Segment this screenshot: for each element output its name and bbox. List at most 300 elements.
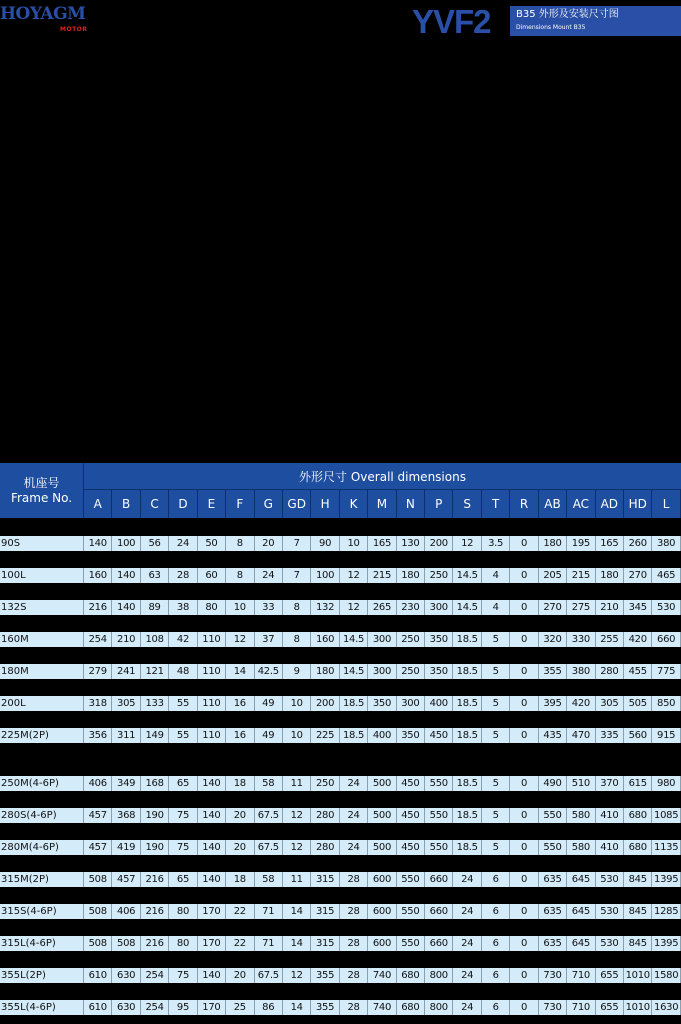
value-cell: 38 bbox=[169, 600, 197, 615]
value-cell: 550 bbox=[397, 936, 425, 951]
value-cell: 305 bbox=[112, 696, 140, 711]
value-cell: 180 bbox=[596, 568, 624, 583]
table-row bbox=[0, 968, 681, 983]
value-cell: 8 bbox=[283, 632, 311, 647]
value-cell: 420 bbox=[624, 632, 652, 647]
frame-cell: 200L bbox=[0, 696, 84, 711]
value-cell: 24 bbox=[169, 536, 197, 551]
value-cell: 630 bbox=[112, 968, 140, 983]
column-header: E bbox=[198, 490, 226, 518]
value-cell: 100 bbox=[112, 536, 140, 551]
value-cell: 140 bbox=[84, 536, 112, 551]
value-cell: 12 bbox=[453, 536, 481, 551]
value-cell: 0 bbox=[510, 696, 538, 711]
frame-cell: 132S bbox=[0, 600, 84, 615]
value-cell: 12 bbox=[340, 600, 368, 615]
value-cell: 710 bbox=[567, 968, 595, 983]
value-cell: 14.5 bbox=[453, 568, 481, 583]
column-header: F bbox=[226, 490, 254, 518]
value-cell: 3.5 bbox=[482, 536, 510, 551]
value-cell: 610 bbox=[84, 968, 112, 983]
value-cell: 400 bbox=[368, 728, 396, 743]
value-cell: 400 bbox=[425, 696, 453, 711]
value-cell: 95 bbox=[169, 1000, 197, 1015]
value-cell: 190 bbox=[141, 808, 169, 823]
value-cell: 0 bbox=[510, 968, 538, 983]
value-cell: 660 bbox=[425, 936, 453, 951]
value-cell: 350 bbox=[368, 696, 396, 711]
value-cell: 280 bbox=[311, 840, 339, 855]
value-cell: 215 bbox=[368, 568, 396, 583]
value-cell: 132 bbox=[311, 600, 339, 615]
value-cell: 457 bbox=[84, 808, 112, 823]
value-cell: 630 bbox=[112, 1000, 140, 1015]
value-cell: 730 bbox=[539, 968, 567, 983]
column-header: T bbox=[482, 490, 510, 518]
value-cell: 48 bbox=[169, 664, 197, 679]
value-cell: 67.5 bbox=[255, 808, 283, 823]
value-cell: 680 bbox=[397, 968, 425, 983]
value-cell: 10 bbox=[340, 536, 368, 551]
value-cell: 419 bbox=[112, 840, 140, 855]
value-cell: 279 bbox=[84, 664, 112, 679]
value-cell: 49 bbox=[255, 728, 283, 743]
value-cell: 8 bbox=[226, 568, 254, 583]
value-cell: 58 bbox=[255, 776, 283, 791]
value-cell: 1085 bbox=[652, 808, 680, 823]
value-cell: 530 bbox=[596, 936, 624, 951]
value-cell: 24 bbox=[340, 840, 368, 855]
value-cell: 300 bbox=[368, 664, 396, 679]
value-cell: 915 bbox=[652, 728, 680, 743]
value-cell: 406 bbox=[84, 776, 112, 791]
frame-cell: 355L(2P) bbox=[0, 968, 84, 983]
table-row bbox=[0, 840, 681, 855]
value-cell: 254 bbox=[84, 632, 112, 647]
value-cell: 265 bbox=[368, 600, 396, 615]
value-cell: 216 bbox=[141, 872, 169, 887]
value-cell: 5 bbox=[482, 776, 510, 791]
column-header: M bbox=[368, 490, 396, 518]
value-cell: 315 bbox=[311, 872, 339, 887]
value-cell: 12 bbox=[283, 808, 311, 823]
column-header: R bbox=[510, 490, 538, 518]
value-cell: 180 bbox=[397, 568, 425, 583]
table-row bbox=[0, 568, 681, 583]
value-cell: 0 bbox=[510, 808, 538, 823]
value-cell: 20 bbox=[255, 536, 283, 551]
value-cell: 24 bbox=[255, 568, 283, 583]
frame-cell: 225M(2P) bbox=[0, 728, 84, 743]
value-cell: 315 bbox=[311, 904, 339, 919]
value-cell: 80 bbox=[198, 600, 226, 615]
value-cell: 250 bbox=[397, 664, 425, 679]
value-cell: 5 bbox=[482, 808, 510, 823]
value-cell: 22 bbox=[226, 904, 254, 919]
value-cell: 775 bbox=[652, 664, 680, 679]
value-cell: 450 bbox=[397, 840, 425, 855]
value-cell: 170 bbox=[198, 1000, 226, 1015]
table-row bbox=[0, 808, 681, 823]
value-cell: 18.5 bbox=[453, 808, 481, 823]
value-cell: 56 bbox=[141, 536, 169, 551]
frame-cell: 90S bbox=[0, 536, 84, 551]
value-cell: 1395 bbox=[652, 936, 680, 951]
value-cell: 318 bbox=[84, 696, 112, 711]
value-cell: 28 bbox=[340, 872, 368, 887]
value-cell: 110 bbox=[198, 728, 226, 743]
value-cell: 1395 bbox=[652, 872, 680, 887]
value-cell: 660 bbox=[425, 872, 453, 887]
value-cell: 55 bbox=[169, 696, 197, 711]
value-cell: 216 bbox=[84, 600, 112, 615]
value-cell: 350 bbox=[397, 728, 425, 743]
table-row bbox=[0, 1000, 681, 1015]
value-cell: 560 bbox=[624, 728, 652, 743]
value-cell: 140 bbox=[198, 808, 226, 823]
value-cell: 7 bbox=[283, 536, 311, 551]
value-cell: 356 bbox=[84, 728, 112, 743]
value-cell: 24 bbox=[453, 1000, 481, 1015]
value-cell: 75 bbox=[169, 808, 197, 823]
value-cell: 380 bbox=[652, 536, 680, 551]
value-cell: 600 bbox=[368, 872, 396, 887]
value-cell: 14 bbox=[283, 1000, 311, 1015]
value-cell: 1135 bbox=[652, 840, 680, 855]
value-cell: 6 bbox=[482, 1000, 510, 1015]
value-cell: 180 bbox=[311, 664, 339, 679]
table-row bbox=[0, 600, 681, 615]
value-cell: 14 bbox=[226, 664, 254, 679]
value-cell: 580 bbox=[567, 840, 595, 855]
value-cell: 660 bbox=[652, 632, 680, 647]
value-cell: 121 bbox=[141, 664, 169, 679]
column-header: AB bbox=[539, 490, 567, 518]
value-cell: 140 bbox=[198, 872, 226, 887]
value-cell: 18 bbox=[226, 776, 254, 791]
page-title-en: Dimensions Mount B35 bbox=[516, 24, 586, 31]
frame-cell: 280M(4-6P) bbox=[0, 840, 84, 855]
value-cell: 680 bbox=[624, 840, 652, 855]
value-cell: 600 bbox=[368, 904, 396, 919]
column-headers bbox=[84, 490, 681, 518]
value-cell: 355 bbox=[311, 1000, 339, 1015]
value-cell: 18.5 bbox=[453, 696, 481, 711]
value-cell: 500 bbox=[368, 808, 396, 823]
model-title: YVF2 bbox=[412, 3, 491, 40]
value-cell: 300 bbox=[397, 696, 425, 711]
value-cell: 110 bbox=[198, 696, 226, 711]
column-header: A bbox=[84, 490, 112, 518]
value-cell: 42 bbox=[169, 632, 197, 647]
value-cell: 18.5 bbox=[340, 728, 368, 743]
value-cell: 80 bbox=[169, 936, 197, 951]
value-cell: 6 bbox=[482, 904, 510, 919]
value-cell: 58 bbox=[255, 872, 283, 887]
frame-cell: 100L bbox=[0, 568, 84, 583]
value-cell: 25 bbox=[226, 1000, 254, 1015]
value-cell: 254 bbox=[141, 968, 169, 983]
value-cell: 255 bbox=[596, 632, 624, 647]
value-cell: 320 bbox=[539, 632, 567, 647]
value-cell: 550 bbox=[425, 776, 453, 791]
value-cell: 530 bbox=[652, 600, 680, 615]
value-cell: 368 bbox=[112, 808, 140, 823]
value-cell: 0 bbox=[510, 840, 538, 855]
value-cell: 20 bbox=[226, 840, 254, 855]
value-cell: 0 bbox=[510, 632, 538, 647]
value-cell: 0 bbox=[510, 936, 538, 951]
column-header: HD bbox=[624, 490, 652, 518]
frame-cell: 315S(4-6P) bbox=[0, 904, 84, 919]
value-cell: 241 bbox=[112, 664, 140, 679]
brand-logo bbox=[0, 4, 100, 33]
value-cell: 168 bbox=[141, 776, 169, 791]
value-cell: 550 bbox=[539, 808, 567, 823]
value-cell: 850 bbox=[652, 696, 680, 711]
value-cell: 90 bbox=[311, 536, 339, 551]
table-row bbox=[0, 776, 681, 791]
frame-cell: 280S(4-6P) bbox=[0, 808, 84, 823]
value-cell: 1010 bbox=[624, 968, 652, 983]
value-cell: 710 bbox=[567, 1000, 595, 1015]
value-cell: 450 bbox=[397, 776, 425, 791]
value-cell: 225 bbox=[311, 728, 339, 743]
value-cell: 600 bbox=[368, 936, 396, 951]
value-cell: 530 bbox=[596, 872, 624, 887]
value-cell: 24 bbox=[340, 808, 368, 823]
value-cell: 410 bbox=[596, 808, 624, 823]
value-cell: 28 bbox=[169, 568, 197, 583]
column-header: GD bbox=[283, 490, 311, 518]
value-cell: 33 bbox=[255, 600, 283, 615]
column-header: C bbox=[141, 490, 169, 518]
value-cell: 190 bbox=[141, 840, 169, 855]
table-row bbox=[0, 696, 681, 711]
table-row bbox=[0, 872, 681, 887]
value-cell: 22 bbox=[226, 936, 254, 951]
value-cell: 315 bbox=[311, 936, 339, 951]
value-cell: 370 bbox=[596, 776, 624, 791]
value-cell: 28 bbox=[340, 904, 368, 919]
value-cell: 470 bbox=[567, 728, 595, 743]
value-cell: 740 bbox=[368, 968, 396, 983]
value-cell: 355 bbox=[539, 664, 567, 679]
value-cell: 12 bbox=[226, 632, 254, 647]
value-cell: 8 bbox=[283, 600, 311, 615]
value-cell: 216 bbox=[141, 904, 169, 919]
value-cell: 615 bbox=[624, 776, 652, 791]
value-cell: 6 bbox=[482, 936, 510, 951]
value-cell: 14 bbox=[283, 904, 311, 919]
column-header: H bbox=[311, 490, 339, 518]
value-cell: 195 bbox=[567, 536, 595, 551]
value-cell: 1010 bbox=[624, 1000, 652, 1015]
value-cell: 5 bbox=[482, 728, 510, 743]
value-cell: 200 bbox=[425, 536, 453, 551]
value-cell: 67.5 bbox=[255, 840, 283, 855]
value-cell: 550 bbox=[425, 840, 453, 855]
value-cell: 130 bbox=[397, 536, 425, 551]
value-cell: 508 bbox=[84, 936, 112, 951]
value-cell: 28 bbox=[340, 968, 368, 983]
value-cell: 275 bbox=[567, 600, 595, 615]
value-cell: 635 bbox=[539, 872, 567, 887]
value-cell: 345 bbox=[624, 600, 652, 615]
value-cell: 210 bbox=[112, 632, 140, 647]
value-cell: 18.5 bbox=[340, 696, 368, 711]
frame-no-header-en: Frame No. bbox=[10, 490, 73, 505]
value-cell: 11 bbox=[283, 872, 311, 887]
value-cell: 10 bbox=[226, 600, 254, 615]
value-cell: 635 bbox=[539, 904, 567, 919]
value-cell: 350 bbox=[425, 664, 453, 679]
value-cell: 0 bbox=[510, 600, 538, 615]
value-cell: 165 bbox=[368, 536, 396, 551]
value-cell: 660 bbox=[425, 904, 453, 919]
value-cell: 1630 bbox=[652, 1000, 680, 1015]
value-cell: 550 bbox=[425, 808, 453, 823]
value-cell: 216 bbox=[141, 936, 169, 951]
value-cell: 28 bbox=[340, 936, 368, 951]
value-cell: 18.5 bbox=[453, 840, 481, 855]
value-cell: 730 bbox=[539, 1000, 567, 1015]
value-cell: 63 bbox=[141, 568, 169, 583]
column-header: K bbox=[340, 490, 368, 518]
frame-cell: 160M bbox=[0, 632, 84, 647]
value-cell: 37 bbox=[255, 632, 283, 647]
value-cell: 170 bbox=[198, 904, 226, 919]
value-cell: 457 bbox=[112, 872, 140, 887]
value-cell: 24 bbox=[340, 776, 368, 791]
value-cell: 20 bbox=[226, 808, 254, 823]
value-cell: 580 bbox=[567, 808, 595, 823]
column-header: P bbox=[425, 490, 453, 518]
value-cell: 740 bbox=[368, 1000, 396, 1015]
value-cell: 100 bbox=[311, 568, 339, 583]
value-cell: 49 bbox=[255, 696, 283, 711]
value-cell: 10 bbox=[283, 696, 311, 711]
value-cell: 510 bbox=[567, 776, 595, 791]
value-cell: 250 bbox=[397, 632, 425, 647]
value-cell: 645 bbox=[567, 904, 595, 919]
frame-no-header bbox=[0, 463, 84, 518]
value-cell: 12 bbox=[283, 840, 311, 855]
value-cell: 1285 bbox=[652, 904, 680, 919]
value-cell: 140 bbox=[112, 600, 140, 615]
value-cell: 5 bbox=[482, 696, 510, 711]
value-cell: 210 bbox=[596, 600, 624, 615]
value-cell: 0 bbox=[510, 872, 538, 887]
value-cell: 300 bbox=[368, 632, 396, 647]
frame-cell: 315L(4-6P) bbox=[0, 936, 84, 951]
value-cell: 14.5 bbox=[340, 632, 368, 647]
table-row bbox=[0, 728, 681, 743]
value-cell: 215 bbox=[567, 568, 595, 583]
column-header: S bbox=[453, 490, 481, 518]
value-cell: 335 bbox=[596, 728, 624, 743]
frame-cell: 315M(2P) bbox=[0, 872, 84, 887]
value-cell: 505 bbox=[624, 696, 652, 711]
page-title-box bbox=[510, 6, 681, 36]
value-cell: 254 bbox=[141, 1000, 169, 1015]
value-cell: 0 bbox=[510, 568, 538, 583]
value-cell: 550 bbox=[397, 872, 425, 887]
value-cell: 1580 bbox=[652, 968, 680, 983]
value-cell: 75 bbox=[169, 840, 197, 855]
value-cell: 435 bbox=[539, 728, 567, 743]
brand-subtitle: MOTOR bbox=[60, 26, 88, 33]
value-cell: 200 bbox=[311, 696, 339, 711]
value-cell: 5 bbox=[482, 840, 510, 855]
value-cell: 250 bbox=[425, 568, 453, 583]
value-cell: 500 bbox=[368, 776, 396, 791]
value-cell: 500 bbox=[368, 840, 396, 855]
value-cell: 4 bbox=[482, 568, 510, 583]
value-cell: 635 bbox=[539, 936, 567, 951]
value-cell: 160 bbox=[84, 568, 112, 583]
value-cell: 550 bbox=[397, 904, 425, 919]
value-cell: 10 bbox=[283, 728, 311, 743]
value-cell: 18.5 bbox=[453, 728, 481, 743]
value-cell: 230 bbox=[397, 600, 425, 615]
value-cell: 170 bbox=[198, 936, 226, 951]
column-header: N bbox=[397, 490, 425, 518]
value-cell: 24 bbox=[453, 904, 481, 919]
column-header: G bbox=[255, 490, 283, 518]
value-cell: 260 bbox=[624, 536, 652, 551]
value-cell: 455 bbox=[624, 664, 652, 679]
frame-cell: 355L(4-6P) bbox=[0, 1000, 84, 1015]
value-cell: 311 bbox=[112, 728, 140, 743]
value-cell: 349 bbox=[112, 776, 140, 791]
value-cell: 55 bbox=[169, 728, 197, 743]
frame-no-header-cn: 机座号 bbox=[23, 475, 60, 490]
value-cell: 89 bbox=[141, 600, 169, 615]
value-cell: 12 bbox=[340, 568, 368, 583]
value-cell: 655 bbox=[596, 968, 624, 983]
value-cell: 457 bbox=[84, 840, 112, 855]
value-cell: 24 bbox=[453, 872, 481, 887]
value-cell: 65 bbox=[169, 776, 197, 791]
value-cell: 12 bbox=[283, 968, 311, 983]
value-cell: 0 bbox=[510, 664, 538, 679]
value-cell: 6 bbox=[482, 968, 510, 983]
value-cell: 18.5 bbox=[453, 664, 481, 679]
value-cell: 18.5 bbox=[453, 632, 481, 647]
value-cell: 300 bbox=[425, 600, 453, 615]
value-cell: 110 bbox=[198, 632, 226, 647]
table-row bbox=[0, 536, 681, 551]
value-cell: 133 bbox=[141, 696, 169, 711]
value-cell: 108 bbox=[141, 632, 169, 647]
value-cell: 250 bbox=[311, 776, 339, 791]
value-cell: 800 bbox=[425, 968, 453, 983]
value-cell: 680 bbox=[624, 808, 652, 823]
value-cell: 140 bbox=[198, 840, 226, 855]
value-cell: 149 bbox=[141, 728, 169, 743]
value-cell: 395 bbox=[539, 696, 567, 711]
table-row bbox=[0, 936, 681, 951]
value-cell: 205 bbox=[539, 568, 567, 583]
value-cell: 530 bbox=[596, 904, 624, 919]
value-cell: 508 bbox=[112, 936, 140, 951]
page-title-cn: B35 外形及安装尺寸图 bbox=[516, 9, 619, 20]
value-cell: 350 bbox=[425, 632, 453, 647]
value-cell: 645 bbox=[567, 872, 595, 887]
value-cell: 160 bbox=[311, 632, 339, 647]
value-cell: 330 bbox=[567, 632, 595, 647]
